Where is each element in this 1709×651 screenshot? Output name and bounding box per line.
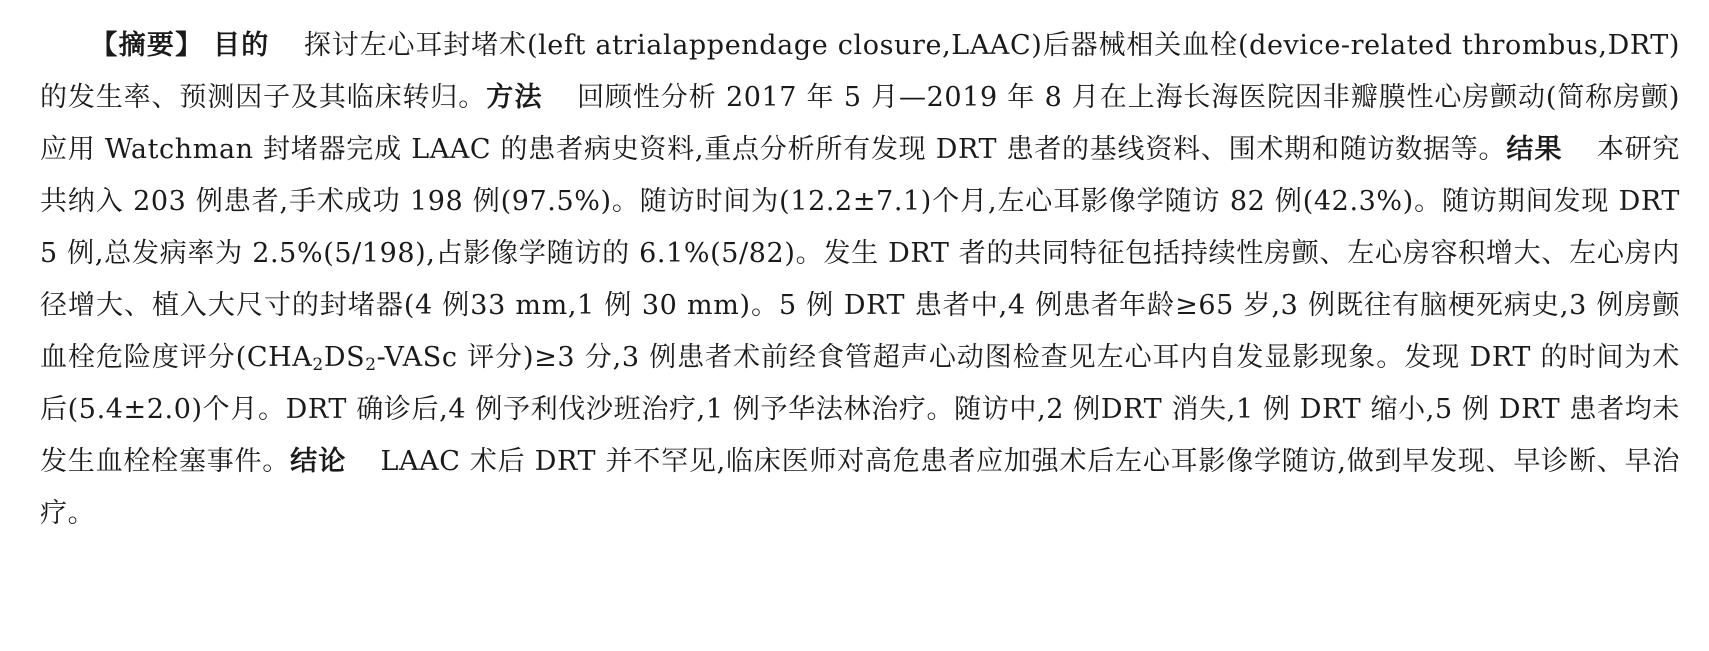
results-text-after-score: )≥3 分,3 例患者术前经食管超声心动图检查见左心耳内自发显影现象。发现 DRT 的时间为术后(5.4±2.0)个月。DRT 确诊后,4 例予利伐沙班治疗,1 例予华法林治疗。随访中,2 例DRT 消失,1 例 DRT 缩小,5 例 DRT 患者均未发生血栓栓塞事件。 <box>40 342 1680 477</box>
score-subscript-1: 2 <box>312 355 324 375</box>
conclusion-text: LAAC 术后 DRT 并不罕见,临床医师对高危患者应加强术后左心耳影像学随访,做到早发现、早诊断、早治疗。 <box>40 446 1681 529</box>
abstract-paragraph <box>40 20 1680 540</box>
score-subscript-2: 2 <box>365 355 377 375</box>
score-part3: -VASc 评分 <box>376 342 524 373</box>
results-text-before-score: 本研究共纳入 203 例患者,手术成功 198 例(97.5%)。随访时间为(12.2±7.1)个月,左心耳影像学随访 82 例(42.3%)。随访期间发现 DRT 5 例,总发病率为 2.5%(5/198),占影像学随访的 6.1%(5/82)。发生 DRT 者的共同特征包括持续性房颤、左心房容积增大、左心房内径增大、植入大尺寸的封堵器(4 例33 mm,1 例 30 mm)。5 例 DRT 患者中,4 例患者年龄≥65 岁,3 例既往有脑梗死病史,3 例房颤血栓危险度评分( <box>40 134 1680 373</box>
methods-label: 方法 <box>486 82 543 113</box>
score-part2: DS <box>323 342 366 373</box>
abstract-heading: 【摘要】 <box>90 30 204 61</box>
conclusion-label: 结论 <box>290 446 347 477</box>
score-part1: CHA <box>246 342 313 373</box>
results-label: 结果 <box>1506 134 1563 165</box>
purpose-label: 目的 <box>212 30 270 61</box>
methods-text: 回顾性分析 2017 年 5 月—2019 年 8 月在上海长海医院因非瓣膜性心房颤动(简称房颤)应用 Watchman 封堵器完成 LAAC 的患者病史资料,重点分析所有发现 DRT 患者的基线资料、围术期和随访数据等。 <box>40 82 1681 165</box>
purpose-text: 探讨左心耳封堵术(left atrialappendage closure,LAAC)后器械相关血栓(device-related thrombus,DRT)的发生率、预测因子及其临床转归。 <box>40 30 1681 113</box>
